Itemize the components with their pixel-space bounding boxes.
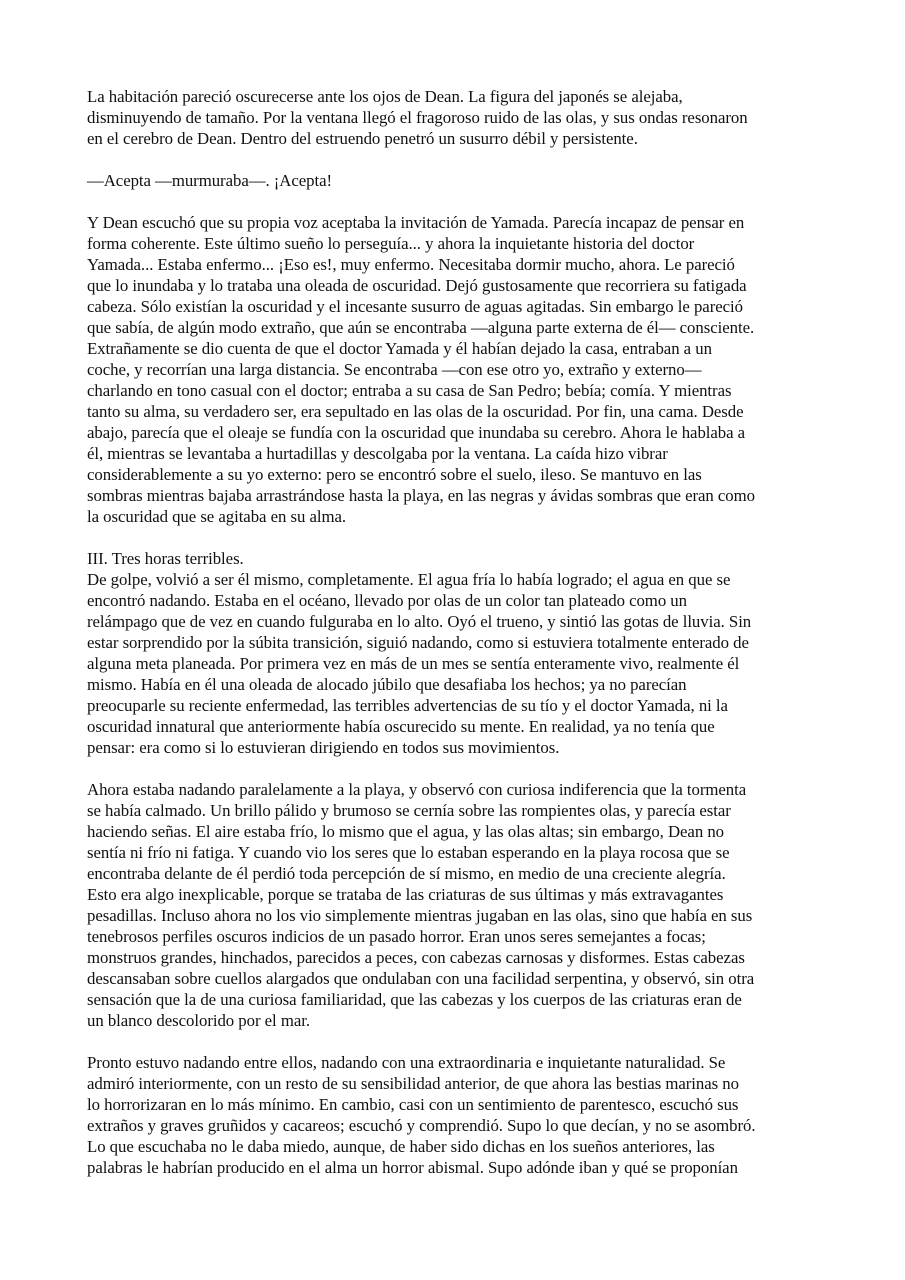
text-line: coche, y recorrían una larga distancia. Se encontraba —con ese otro yo, extraño y externo— — [87, 360, 702, 379]
text-line: sentía ni frío ni fatiga. Y cuando vio los seres que lo estaban esperando en la playa rocosa que se — [87, 843, 730, 862]
text-line: estar sorprendido por la súbita transición, siguió nadando, como si estuviera totalmente enterado de — [87, 633, 749, 652]
paragraph — [87, 1052, 827, 1178]
text-line: Y Dean escuchó que su propia voz aceptaba la invitación de Yamada. Parecía incapaz de pensar en — [87, 213, 745, 232]
paragraph — [87, 779, 827, 1031]
text-line: considerablemente a su yo externo: pero se encontró sobre el suelo, ileso. Se mantuvo en las — [87, 465, 702, 484]
paragraph — [87, 86, 827, 149]
text-line: tanto su alma, su verdadero ser, era sepultado en las olas de la oscuridad. Por fin, una cama. Desde — [87, 402, 744, 421]
text-line: Esto era algo inexplicable, porque se trataba de las criaturas de sus últimas y más extravagantes — [87, 885, 724, 904]
text-line: De golpe, volvió a ser él mismo, completamente. El agua fría lo había logrado; el agua en que se — [87, 570, 731, 589]
text-line: alguna meta planeada. Por primera vez en más de un mes se sentía enteramente vivo, realmente él — [87, 654, 740, 673]
text-line: Pronto estuvo nadando entre ellos, nadando con una extraordinaria e inquietante naturalidad. Se — [87, 1053, 726, 1072]
paragraph — [87, 212, 827, 527]
text-line: pesadillas. Incluso ahora no los vio simplemente mientras jugaban en las olas, sino que había en sus — [87, 906, 753, 925]
paragraph — [87, 170, 827, 191]
text-line: disminuyendo de tamaño. Por la ventana llegó el fragoroso ruido de las olas, y sus ondas resonaron — [87, 108, 748, 127]
text-line: La habitación pareció oscurecerse ante los ojos de Dean. La figura del japonés se alejaba, — [87, 87, 683, 106]
text-line: Extrañamente se dio cuenta de que el doctor Yamada y él habían dejado la casa, entraban a un — [87, 339, 712, 358]
text-line: Lo que escuchaba no le daba miedo, aunque, de haber sido dichas en los sueños anteriores, las — [87, 1137, 715, 1156]
text-line: Ahora estaba nadando paralelamente a la playa, y observó con curiosa indiferencia que la tormenta — [87, 780, 747, 799]
text-line: mismo. Había en él una oleada de alocado júbilo que desafiaba los hechos; ya no parecían — [87, 675, 687, 694]
text-line: sombras mientras bajaba arrastrándose hasta la playa, en las negras y ávidas sombras que eran como — [87, 486, 755, 505]
text-line: él, mientras se levantaba a hurtadillas y descolgaba por la ventana. La caída hizo vibrar — [87, 444, 668, 463]
text-line: abajo, parecía que el oleaje se fundía con la oscuridad que inundaba su cerebro. Ahora le hablaba a — [87, 423, 746, 442]
text-line: descansaban sobre cuellos alargados que ondulaban con una facilidad serpentina, y observó, sin otra — [87, 969, 755, 988]
text-line: preocuparle su reciente enfermedad, las terribles advertencias de su tío y el doctor Yamada, ni la — [87, 696, 728, 715]
text-line: charlando en tono casual con el doctor; entraba a su casa de San Pedro; bebía; comía. Y mientras — [87, 381, 732, 400]
text-line: encontraba delante de él perdió toda percepción de sí mismo, en medio de una creciente alegría. — [87, 864, 726, 883]
text-line: Yamada... Estaba enfermo... ¡Eso es!, muy enfermo. Necesitaba dormir mucho, ahora. Le pareció — [87, 255, 735, 274]
text-line: un blanco descolorido por el mar. — [87, 1011, 310, 1030]
text-line: pensar: era como si lo estuvieran dirigiendo en todos sus movimientos. — [87, 738, 560, 757]
text-line: extraños y graves gruñidos y cacareos; escuchó y comprendió. Supo lo que decían, y no se asombró. — [87, 1116, 756, 1135]
text-line: en el cerebro de Dean. Dentro del estruendo penetró un susurro débil y persistente. — [87, 129, 638, 148]
text-line: —Acepta —murmuraba—. ¡Acepta! — [87, 171, 333, 190]
text-line: forma coherente. Este último sueño lo perseguía... y ahora la inquietante historia del doctor — [87, 234, 695, 253]
text-line: palabras le habrían producido en el alma un horror abismal. Supo adónde iban y qué se proponían — [87, 1158, 738, 1177]
text-line: haciendo señas. El aire estaba frío, lo mismo que el agua, y las olas altas; sin embargo, Dean no — [87, 822, 725, 841]
text-line: la oscuridad que se agitaba en su alma. — [87, 507, 346, 526]
text-line: sensación que la de una curiosa familiaridad, que las cabezas y los cuerpos de las criaturas eran de — [87, 990, 742, 1009]
text-line: III. Tres horas terribles. — [87, 549, 244, 568]
text-line: encontró nadando. Estaba en el océano, llevado por olas de un color tan plateado como un — [87, 591, 687, 610]
text-line: tenebrosos perfiles oscuros indicios de un pasado horror. Eran unos seres semejantes a focas; — [87, 927, 706, 946]
paragraph — [87, 548, 827, 758]
document-page — [87, 86, 827, 1199]
text-line: que lo inundaba y lo trataba una oleada de oscuridad. Dejó gustosamente que recorriera su fatigada — [87, 276, 747, 295]
text-line: oscuridad innatural que anteriormente había oscurecido su mente. En realidad, ya no tenía que — [87, 717, 715, 736]
text-line: monstruos grandes, hinchados, parecidos a peces, con cabezas carnosas y disformes. Estas cabezas — [87, 948, 745, 967]
text-line: relámpago que de vez en cuando fulguraba en lo alto. Oyó el trueno, y sintió las gotas de lluvia. Sin — [87, 612, 752, 631]
text-line: cabeza. Sólo existían la oscuridad y el incesante susurro de aguas agitadas. Sin embargo le pareció — [87, 297, 743, 316]
text-line: que sabía, de algún modo extraño, que aún se encontraba —alguna parte externa de él— consciente. — [87, 318, 755, 337]
text-line: se había calmado. Un brillo pálido y brumoso se cernía sobre las rompientes olas, y parecía estar — [87, 801, 731, 820]
text-line: admiró interiormente, con un resto de su sensibilidad anterior, de que ahora las bestias marinas no — [87, 1074, 739, 1093]
text-line: lo horrorizaran en lo más mínimo. En cambio, casi con un sentimiento de parentesco, escuchó sus — [87, 1095, 739, 1114]
